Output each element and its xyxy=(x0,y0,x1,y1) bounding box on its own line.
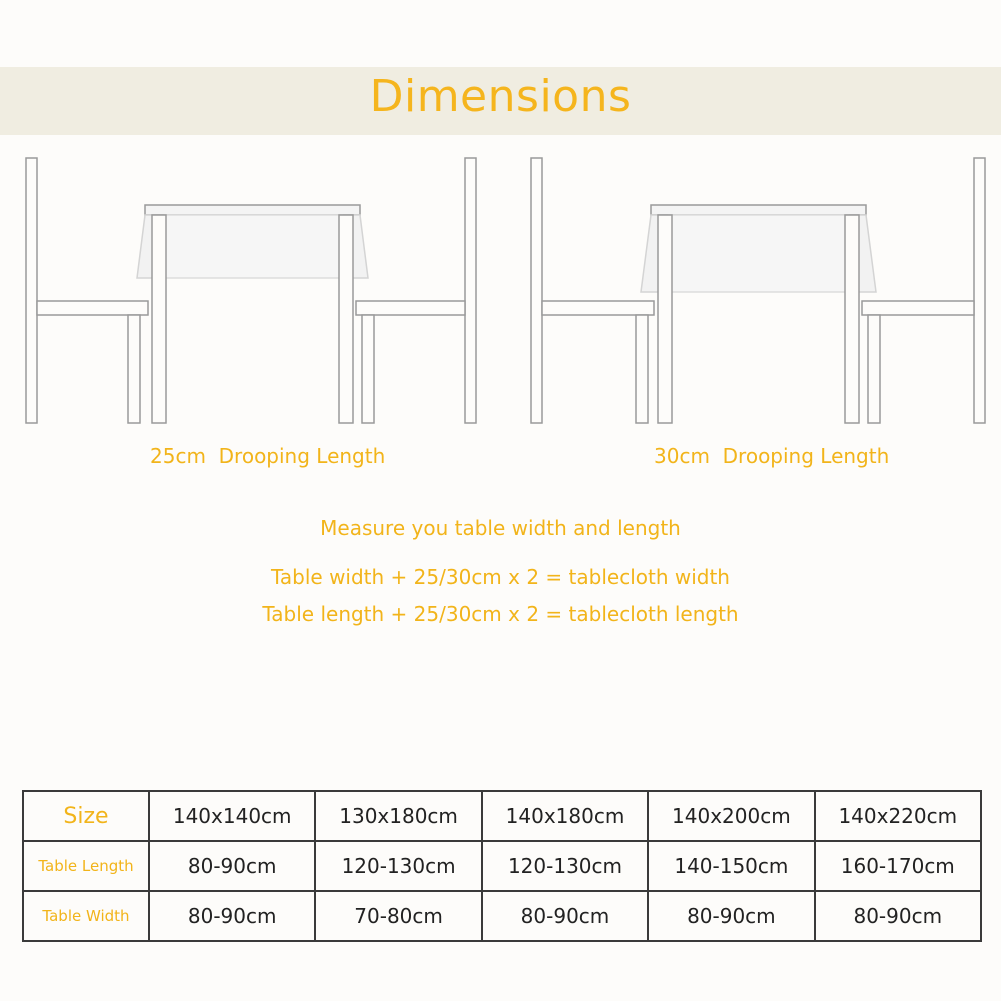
right-drop-caption: 30cm Drooping Length xyxy=(654,444,890,468)
table-leg-left xyxy=(152,215,166,423)
table-cell: 80-90cm xyxy=(815,891,981,941)
table-cell: 140x180cm xyxy=(482,791,648,841)
size-table xyxy=(22,790,982,942)
right-chair-seat xyxy=(356,301,465,315)
right-chair-leg xyxy=(868,315,880,423)
table-cell: 80-90cm xyxy=(482,891,648,941)
left-table-illustration xyxy=(26,158,476,423)
table-cell: 80-90cm xyxy=(149,841,315,891)
table-cell: 120-130cm xyxy=(482,841,648,891)
left-drop-caption: 25cm Drooping Length xyxy=(150,444,386,468)
row-header-size: Size xyxy=(23,791,149,841)
left-chair-leg xyxy=(636,315,648,423)
row-header-table-width: Table Width xyxy=(23,891,149,941)
right-chair-seat xyxy=(862,301,974,315)
table-cell: 140x200cm xyxy=(648,791,814,841)
page-title: Dimensions xyxy=(369,71,632,122)
table-top xyxy=(651,205,866,215)
cloth-drape-front xyxy=(669,215,848,292)
table-illustrations xyxy=(0,0,1001,440)
table-cell: 140x220cm xyxy=(815,791,981,841)
table-cell: 80-90cm xyxy=(149,891,315,941)
table-top xyxy=(145,205,360,215)
right-chair-back xyxy=(465,158,476,423)
left-chair-back xyxy=(26,158,37,423)
table-cell: 70-80cm xyxy=(315,891,481,941)
table-cell: 80-90cm xyxy=(648,891,814,941)
table-leg-right xyxy=(845,215,859,423)
right-chair-leg xyxy=(362,315,374,423)
table-cell: 120-130cm xyxy=(315,841,481,891)
table-leg-left xyxy=(658,215,672,423)
right-table-illustration xyxy=(531,158,985,423)
table-row xyxy=(23,841,981,891)
table-leg-right xyxy=(339,215,353,423)
table-row xyxy=(23,791,981,841)
table-cell: 160-170cm xyxy=(815,841,981,891)
left-chair-seat xyxy=(37,301,148,315)
instruction-measure: Measure you table width and length xyxy=(320,516,681,540)
left-chair-leg xyxy=(128,315,140,423)
table-row xyxy=(23,891,981,941)
instruction-length-formula: Table length + 25/30cm x 2 = tablecloth length xyxy=(262,602,739,626)
table-cell: 130x180cm xyxy=(315,791,481,841)
instruction-width-formula: Table width + 25/30cm x 2 = tablecloth width xyxy=(271,565,730,589)
left-chair-back xyxy=(531,158,542,423)
table-cell: 140-150cm xyxy=(648,841,814,891)
right-chair-back xyxy=(974,158,985,423)
left-chair-seat xyxy=(542,301,654,315)
table-cell: 140x140cm xyxy=(149,791,315,841)
cloth-drape-front xyxy=(165,215,342,278)
row-header-table-length: Table Length xyxy=(23,841,149,891)
